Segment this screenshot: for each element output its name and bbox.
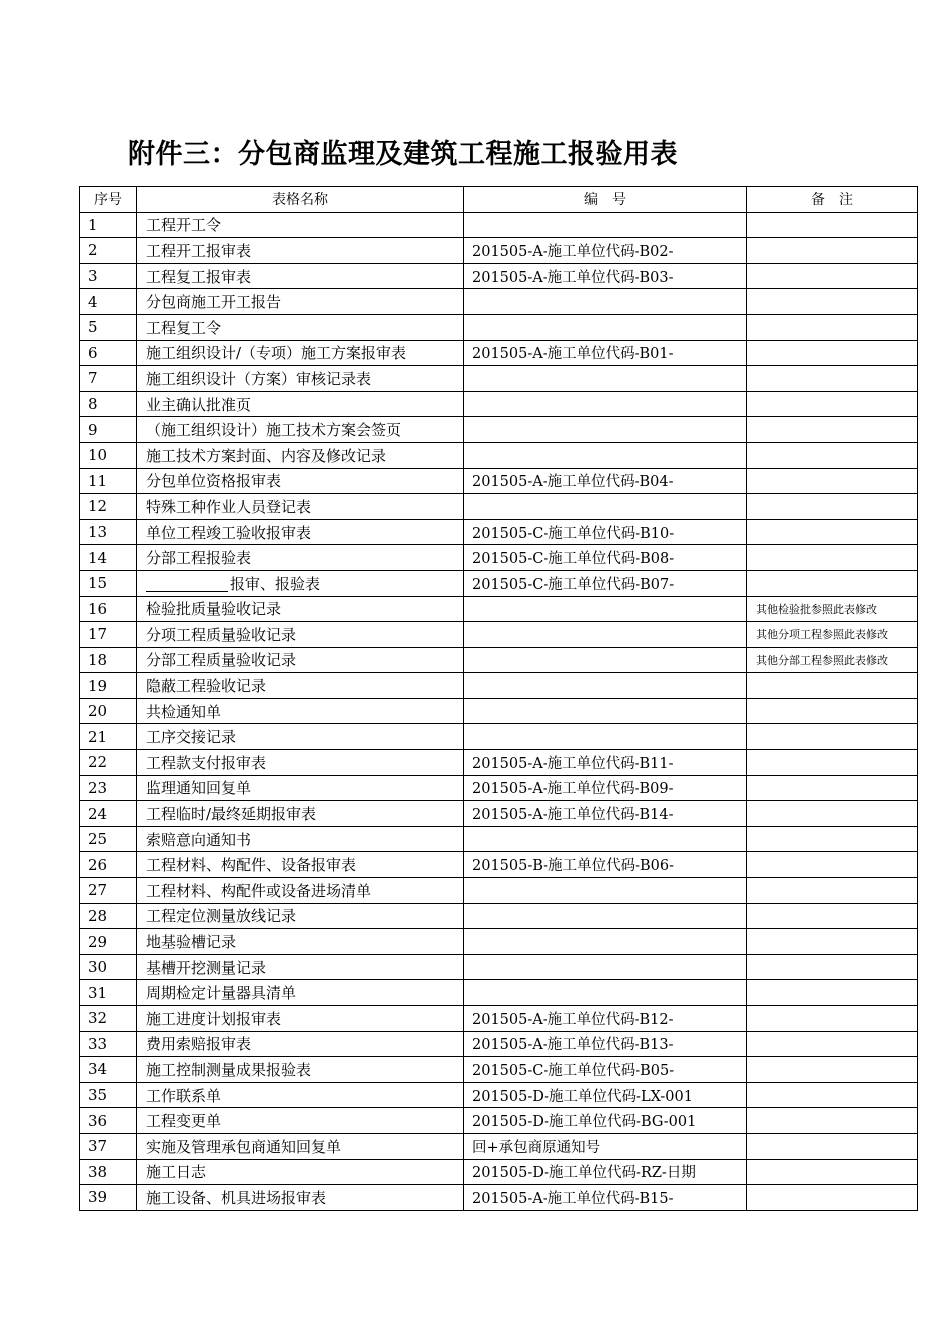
table-row xyxy=(80,775,918,801)
cell-note xyxy=(747,212,918,238)
cell-code xyxy=(464,954,747,980)
cell-note xyxy=(747,314,918,340)
cell-note xyxy=(747,698,918,724)
cell-code: 201505-A-施工单位代码-B03- xyxy=(464,263,747,289)
table-row xyxy=(80,903,918,929)
cell-name: 工程复工令 xyxy=(137,314,464,340)
cell-note xyxy=(747,673,918,699)
cell-name: 工程开工令 xyxy=(137,212,464,238)
cell-name: 工程复工报审表 xyxy=(137,263,464,289)
cell-note xyxy=(747,417,918,443)
cell-seq: 8 xyxy=(80,391,137,417)
cell-seq: 31 xyxy=(80,980,137,1006)
cell-note xyxy=(747,1159,918,1185)
cell-seq: 19 xyxy=(80,673,137,699)
cell-name: 工序交接记录 xyxy=(137,724,464,750)
table-row xyxy=(80,519,918,545)
cell-code: 201505-D-施工单位代码-BG-001 xyxy=(464,1108,747,1134)
table-row xyxy=(80,852,918,878)
cell-code: 201505-A-施工单位代码-B09- xyxy=(464,775,747,801)
cell-name xyxy=(137,570,464,596)
cell-name: 工程材料、构配件、设备报审表 xyxy=(137,852,464,878)
cell-code xyxy=(464,391,747,417)
cell-name: 施工日志 xyxy=(137,1159,464,1185)
table-row xyxy=(80,929,918,955)
table-row xyxy=(80,212,918,238)
cell-seq: 30 xyxy=(80,954,137,980)
cell-code: 201505-C-施工单位代码-B07- xyxy=(464,570,747,596)
cell-note xyxy=(747,545,918,571)
table-row xyxy=(80,545,918,571)
cell-seq: 2 xyxy=(80,238,137,264)
cell-seq: 7 xyxy=(80,366,137,392)
cell-seq: 35 xyxy=(80,1082,137,1108)
cell-note xyxy=(747,980,918,1006)
cell-code xyxy=(464,698,747,724)
cell-code xyxy=(464,673,747,699)
cell-seq: 5 xyxy=(80,314,137,340)
cell-note xyxy=(747,366,918,392)
table-row xyxy=(80,314,918,340)
cell-name: 工作联系单 xyxy=(137,1082,464,1108)
table-row xyxy=(80,826,918,852)
cell-note xyxy=(747,1082,918,1108)
cell-code xyxy=(464,366,747,392)
cell-code xyxy=(464,289,747,315)
cell-seq: 4 xyxy=(80,289,137,315)
cell-note xyxy=(747,750,918,776)
table-row xyxy=(80,1082,918,1108)
cell-seq: 14 xyxy=(80,545,137,571)
cell-seq: 29 xyxy=(80,929,137,955)
cell-code xyxy=(464,417,747,443)
cell-seq: 27 xyxy=(80,878,137,904)
fill-in-blank-line xyxy=(146,576,228,592)
cell-seq: 3 xyxy=(80,263,137,289)
cell-seq: 22 xyxy=(80,750,137,776)
cell-name: 特殊工种作业人员登记表 xyxy=(137,494,464,520)
cell-name: 分包商施工开工报告 xyxy=(137,289,464,315)
cell-code: 201505-C-施工单位代码-B08- xyxy=(464,545,747,571)
cell-name: 施工设备、机具进场报审表 xyxy=(137,1185,464,1211)
cell-code xyxy=(464,622,747,648)
table-row xyxy=(80,391,918,417)
cell-note xyxy=(747,826,918,852)
cell-name: 分部工程质量验收记录 xyxy=(137,647,464,673)
table-row xyxy=(80,673,918,699)
document-title: 附件三：分包商监理及建筑工程施工报验用表 xyxy=(128,139,678,170)
cell-note xyxy=(747,801,918,827)
table-body xyxy=(80,212,918,1210)
table-row xyxy=(80,980,918,1006)
cell-name: 施工组织设计/（专项）施工方案报审表 xyxy=(137,340,464,366)
cell-name: 分包单位资格报审表 xyxy=(137,468,464,494)
table-row xyxy=(80,366,918,392)
cell-seq: 26 xyxy=(80,852,137,878)
table-row xyxy=(80,1057,918,1083)
table-row xyxy=(80,801,918,827)
cell-name: 工程款支付报审表 xyxy=(137,750,464,776)
cell-note xyxy=(747,494,918,520)
cell-code: 201505-D-施工单位代码-LX-001 xyxy=(464,1082,747,1108)
table-row xyxy=(80,442,918,468)
cell-seq: 1 xyxy=(80,212,137,238)
table-row xyxy=(80,340,918,366)
header-name: 表格名称 xyxy=(137,187,464,213)
cell-name: 隐蔽工程验收记录 xyxy=(137,673,464,699)
cell-name: 施工技术方案封面、内容及修改记录 xyxy=(137,442,464,468)
cell-seq: 6 xyxy=(80,340,137,366)
table-row xyxy=(80,1108,918,1134)
cell-name-text: 报审、报验表 xyxy=(230,574,321,593)
cell-code xyxy=(464,314,747,340)
cell-note: 其他检验批参照此表修改 xyxy=(747,596,918,622)
table-row xyxy=(80,750,918,776)
forms-table xyxy=(79,186,918,1211)
cell-name: 施工组织设计（方案）审核记录表 xyxy=(137,366,464,392)
cell-name: 基槽开挖测量记录 xyxy=(137,954,464,980)
cell-note xyxy=(747,519,918,545)
table-row xyxy=(80,1031,918,1057)
cell-note xyxy=(747,1006,918,1032)
cell-seq: 24 xyxy=(80,801,137,827)
cell-seq: 12 xyxy=(80,494,137,520)
cell-seq: 15 xyxy=(80,570,137,596)
cell-seq: 16 xyxy=(80,596,137,622)
cell-note xyxy=(747,1185,918,1211)
cell-code xyxy=(464,980,747,1006)
cell-name: 业主确认批准页 xyxy=(137,391,464,417)
cell-name: 分部工程报验表 xyxy=(137,545,464,571)
table-row xyxy=(80,1133,918,1159)
cell-name: 检验批质量验收记录 xyxy=(137,596,464,622)
cell-seq: 33 xyxy=(80,1031,137,1057)
cell-code: 回+承包商原通知号 xyxy=(464,1133,747,1159)
cell-code xyxy=(464,647,747,673)
cell-note: 其他分部工程参照此表修改 xyxy=(747,647,918,673)
cell-note: 其他分项工程参照此表修改 xyxy=(747,622,918,648)
cell-note xyxy=(747,442,918,468)
cell-note xyxy=(747,468,918,494)
cell-seq: 17 xyxy=(80,622,137,648)
table-row xyxy=(80,698,918,724)
cell-note xyxy=(747,340,918,366)
cell-note xyxy=(747,878,918,904)
cell-code xyxy=(464,826,747,852)
cell-note xyxy=(747,903,918,929)
cell-seq: 9 xyxy=(80,417,137,443)
cell-name: 单位工程竣工验收报审表 xyxy=(137,519,464,545)
cell-seq: 36 xyxy=(80,1108,137,1134)
cell-name: 工程定位测量放线记录 xyxy=(137,903,464,929)
cell-note xyxy=(747,1133,918,1159)
table-row xyxy=(80,263,918,289)
cell-code: 201505-D-施工单位代码-RZ-日期 xyxy=(464,1159,747,1185)
cell-name: 费用索赔报审表 xyxy=(137,1031,464,1057)
cell-seq: 34 xyxy=(80,1057,137,1083)
cell-note xyxy=(747,391,918,417)
table-row xyxy=(80,468,918,494)
cell-code: 201505-B-施工单位代码-B06- xyxy=(464,852,747,878)
cell-code: 201505-A-施工单位代码-B11- xyxy=(464,750,747,776)
table-row xyxy=(80,622,918,648)
cell-note xyxy=(747,238,918,264)
cell-code: 201505-A-施工单位代码-B12- xyxy=(464,1006,747,1032)
cell-note xyxy=(747,954,918,980)
cell-seq: 39 xyxy=(80,1185,137,1211)
cell-code xyxy=(464,878,747,904)
cell-name: 分项工程质量验收记录 xyxy=(137,622,464,648)
cell-note xyxy=(747,570,918,596)
cell-seq: 11 xyxy=(80,468,137,494)
cell-code xyxy=(464,494,747,520)
cell-seq: 18 xyxy=(80,647,137,673)
table-row xyxy=(80,1006,918,1032)
cell-name: 实施及管理承包商通知回复单 xyxy=(137,1133,464,1159)
table-row xyxy=(80,289,918,315)
cell-name: 工程材料、构配件或设备进场清单 xyxy=(137,878,464,904)
cell-note xyxy=(747,929,918,955)
table-row xyxy=(80,494,918,520)
cell-note xyxy=(747,724,918,750)
cell-name: 索赔意向通知书 xyxy=(137,826,464,852)
cell-code xyxy=(464,596,747,622)
cell-note xyxy=(747,852,918,878)
cell-code xyxy=(464,903,747,929)
cell-seq: 25 xyxy=(80,826,137,852)
cell-code: 201505-A-施工单位代码-B02- xyxy=(464,238,747,264)
cell-seq: 21 xyxy=(80,724,137,750)
cell-code xyxy=(464,442,747,468)
cell-name: （施工组织设计）施工技术方案会签页 xyxy=(137,417,464,443)
table-row xyxy=(80,878,918,904)
cell-name: 工程临时/最终延期报审表 xyxy=(137,801,464,827)
cell-note xyxy=(747,263,918,289)
cell-code: 201505-A-施工单位代码-B01- xyxy=(464,340,747,366)
table-header-row xyxy=(80,187,918,213)
cell-seq: 38 xyxy=(80,1159,137,1185)
cell-code: 201505-C-施工单位代码-B10- xyxy=(464,519,747,545)
cell-name: 监理通知回复单 xyxy=(137,775,464,801)
cell-note xyxy=(747,775,918,801)
cell-seq: 20 xyxy=(80,698,137,724)
cell-code: 201505-A-施工单位代码-B14- xyxy=(464,801,747,827)
cell-seq: 23 xyxy=(80,775,137,801)
header-code: 编 号 xyxy=(464,187,747,213)
header-seq: 序号 xyxy=(80,187,137,213)
cell-code: 201505-A-施工单位代码-B15- xyxy=(464,1185,747,1211)
table-row xyxy=(80,570,918,596)
cell-name: 工程变更单 xyxy=(137,1108,464,1134)
cell-code: 201505-A-施工单位代码-B13- xyxy=(464,1031,747,1057)
table-row xyxy=(80,417,918,443)
cell-code xyxy=(464,212,747,238)
table-row xyxy=(80,1185,918,1211)
header-note: 备 注 xyxy=(747,187,918,213)
cell-seq: 28 xyxy=(80,903,137,929)
cell-note xyxy=(747,1031,918,1057)
table-row xyxy=(80,238,918,264)
table-row xyxy=(80,647,918,673)
table-row xyxy=(80,596,918,622)
cell-name: 工程开工报审表 xyxy=(137,238,464,264)
cell-seq: 13 xyxy=(80,519,137,545)
table-row xyxy=(80,1159,918,1185)
cell-seq: 10 xyxy=(80,442,137,468)
cell-code xyxy=(464,724,747,750)
cell-name: 周期检定计量器具清单 xyxy=(137,980,464,1006)
cell-name: 地基验槽记录 xyxy=(137,929,464,955)
table-row xyxy=(80,724,918,750)
cell-name: 施工控制测量成果报验表 xyxy=(137,1057,464,1083)
cell-seq: 37 xyxy=(80,1133,137,1159)
cell-seq: 32 xyxy=(80,1006,137,1032)
cell-name: 共检通知单 xyxy=(137,698,464,724)
cell-note xyxy=(747,1108,918,1134)
cell-code: 201505-A-施工单位代码-B04- xyxy=(464,468,747,494)
cell-code xyxy=(464,929,747,955)
table-row xyxy=(80,954,918,980)
cell-note xyxy=(747,289,918,315)
cell-name: 施工进度计划报审表 xyxy=(137,1006,464,1032)
cell-note xyxy=(747,1057,918,1083)
cell-code: 201505-C-施工单位代码-B05- xyxy=(464,1057,747,1083)
